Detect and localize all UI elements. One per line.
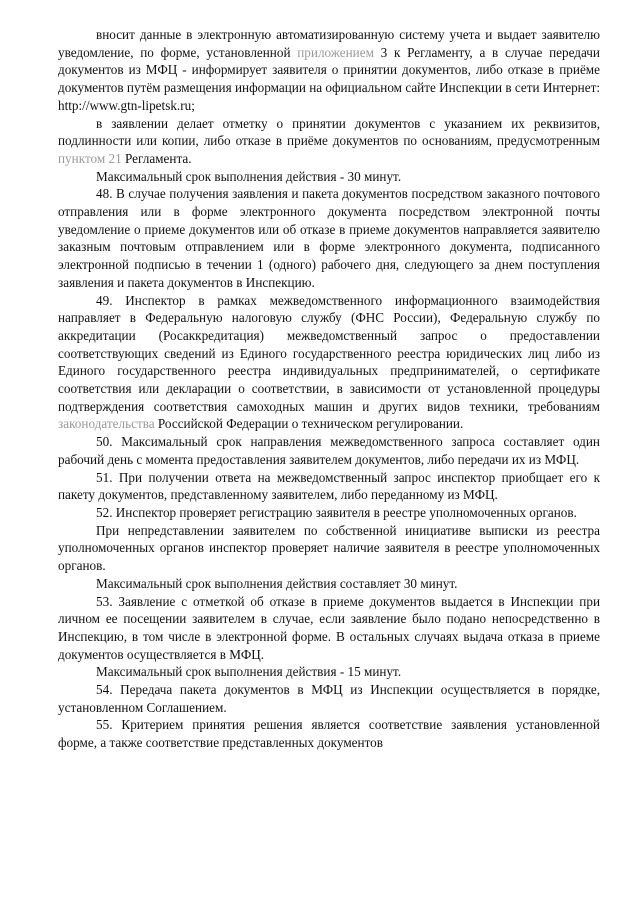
text-run: 55. Критерием принятия решения является соответствие заявления установленной форме, а также соответствие представленных документов (58, 717, 600, 751)
text-run: 49. Инспектор в рамках межведомственного информационного взаимодействия направляет в Федеральную налоговую службу (ФНС России), Федеральную службу по аккредитации (Росаккредитация) межведомственный запрос о предоставлении соответствующих сведений из Единого государственного реестра юридических лиц либо из Единого государственного реестра индивидуальных предпринимателей, о сертификате соответствия или декларации о соответствии, в зависимости от установленной процедуры подтверждения соответствия самоходных машин и других видов техники, требованиям (58, 292, 600, 414)
text-run: Регламента. (121, 150, 192, 166)
paragraph-55 (58, 716, 600, 751)
paragraph-51 (58, 469, 600, 504)
text-run: 53. Заявление с отметкой об отказе в приеме документов выдается в Инспекции при личном ее посещении заявителем в случае, если заявление было подано непосредственно в Инспекцию, в том числе в электронной форме. В остальных случаях выдача отказа в приеме документов осуществляется в МФЦ. (58, 593, 600, 662)
paragraph-54 (58, 681, 600, 716)
text-run: Максимальный срок выполнения действия - 15 минут. (96, 664, 402, 680)
text-run: При непредставлении заявителем по собственной инициативе выписки из реестра уполномоченных органов инспектор проверяет наличие заявителя в реестре уполномоченных органов. (58, 522, 600, 574)
reference-link[interactable]: законодательства (58, 416, 155, 432)
paragraph-max-time-30-b (58, 575, 600, 593)
text-run: Максимальный срок выполнения действия - 30 минут. (96, 168, 402, 184)
text-run: 51. При получении ответа на межведомственный запрос инспектор приобщает его к пакету документов, представленному заявителем, либо переданному из МФЦ. (58, 469, 600, 503)
paragraph-max-time-15 (58, 663, 600, 681)
reference-link[interactable]: пунктом 21 (58, 150, 122, 166)
text-run: 48. В случае получения заявления и пакета документов посредством заказного почтового отправления или в форме электронного документа посредством электронной почты уведомление о приеме документов или об отказе в приеме документов направляется заявителю заказным почтовым отправлением или в форме электронного документа, подписанного электронной подписью в течении 1 (одного) рабочего дня, следующего за днем поступления заявления и пакета документов в Инспекцию. (58, 186, 600, 290)
paragraph-50 (58, 433, 600, 468)
paragraph-49 (58, 292, 600, 434)
paragraph-52 (58, 504, 600, 522)
reference-link[interactable]: приложением (297, 44, 374, 60)
text-run: 50. Максимальный срок направления межведомственного запроса составляет один рабочий день с момента предоставления заявителем документов, либо передачи их из МФЦ. (58, 434, 600, 467)
text-run: Максимальный срок выполнения действия составляет 30 минут. (96, 575, 458, 591)
text-run: 52. Инспектор проверяет регистрацию заявителя в реестре уполномоченных органов. (96, 504, 577, 520)
text-run: 3 к Регламенту, а в случае передачи документов из МФЦ - информирует заявителя о принятии документов, либо отказе в приёме документов путём размещения информации на официальном сайте Инспекции в сети Интернет: http://www.gtn-lipetsk.ru; (58, 44, 601, 113)
paragraph-application-mark (58, 115, 600, 168)
paragraph-max-time-30 (58, 168, 600, 186)
text-run: вносит данные в электронную автоматизированную систему учета и выдает заявителю уведомление, по форме, установленной (58, 27, 600, 60)
paragraph-registry-check (58, 522, 600, 575)
text-run: Российской Федерации о техническом регулировании. (154, 416, 464, 432)
paragraph-mfc-notice (58, 26, 600, 115)
paragraph-53 (58, 593, 600, 664)
text-run: 54. Передача пакета документов в МФЦ из Инспекции осуществляется в порядке, установленном Соглашением. (58, 682, 600, 715)
text-run: в заявлении делает отметку о принятии документов с указанием их реквизитов, подлинности или копии, либо отказе в приёме документов по основаниям, предусмотренным (58, 115, 600, 149)
paragraph-48 (58, 185, 600, 291)
